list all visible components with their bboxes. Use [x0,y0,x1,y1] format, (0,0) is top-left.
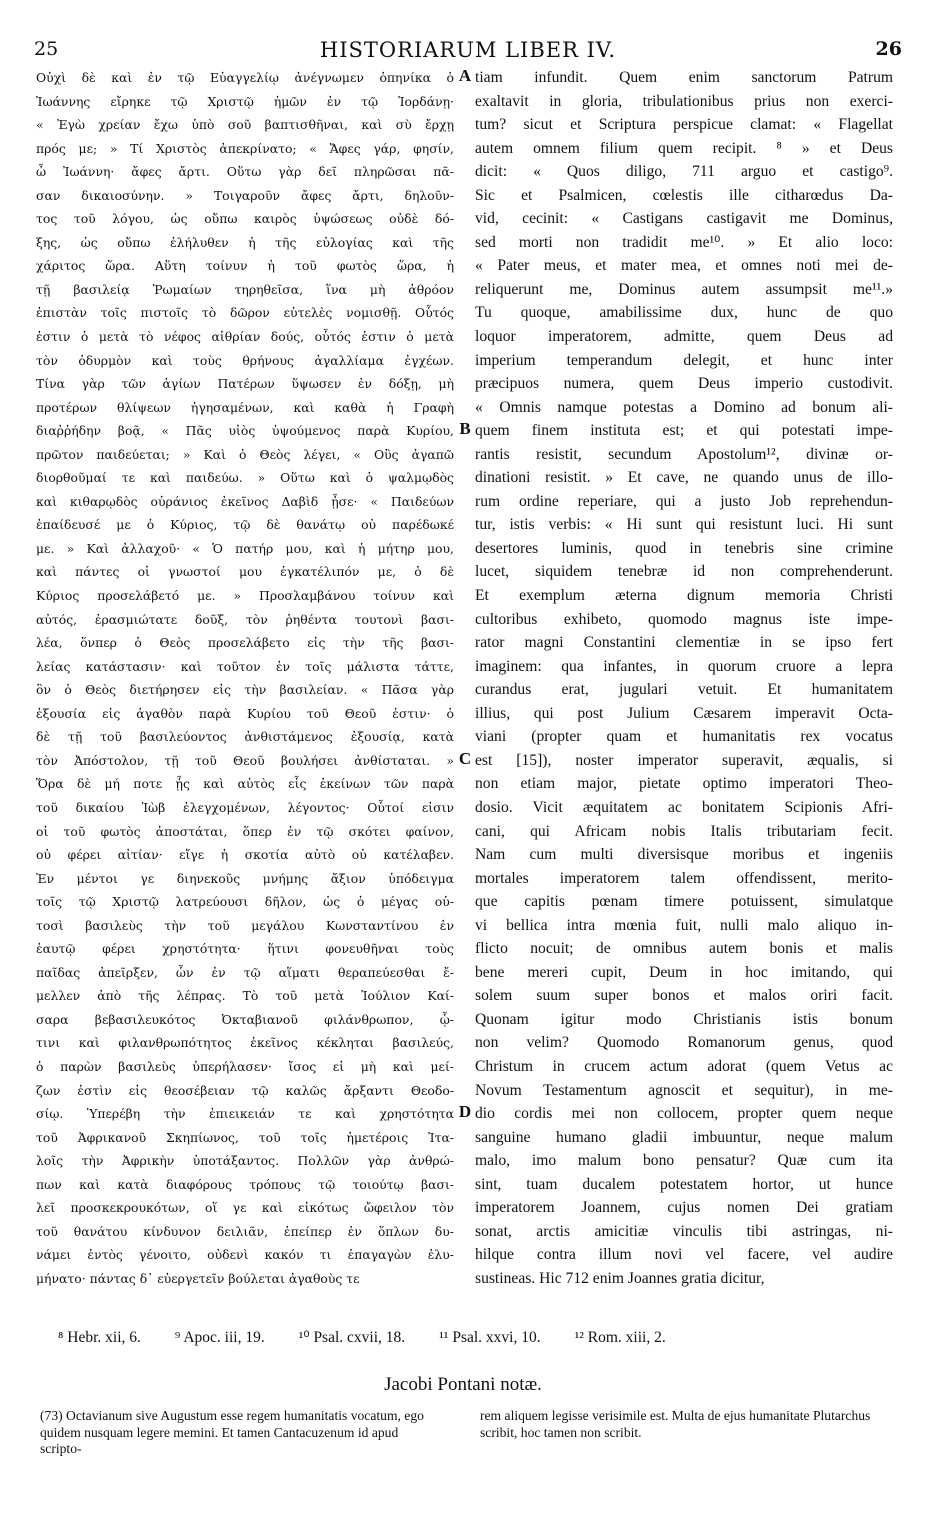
greek-text-column [36,66,454,1310]
latin-text-line: sanguine humano gladii imbuuntur, neque malum [475,1128,893,1146]
greek-text-line: Τίνα γὰρ τῶν ἁγίων Πατέρων ὕψωσεν ἐν δόξῃ, μὴ [36,376,454,392]
latin-text-line: vid, cecinit: « Castigans castigavit me Dominus, [475,210,893,228]
greek-text-line: καὶ πάντες οἱ γνωστοί μου ἐγκατέλιπόν με, ὁ δὲ [36,564,454,580]
latin-text-line: Novum Testamentum agnoscit et sequitur), in me- [475,1081,893,1099]
latin-text-line: curandus erat, jugulari vetuit. Et humanitatem [475,681,893,699]
latin-text-line: malo, imo malum bono pensatur? Quæ cum ita [475,1152,893,1170]
greek-text-line: παῖδας ἀπεῖρξεν, ὧν ἐν τῷ αἵματι θεραπεύεσθαι ἔ- [36,964,454,980]
latin-text-line: « Omnis namque potestas a Domino ad bonum ali- [475,398,893,416]
greek-text-line: ἐξουσία εἰς ἀγαθὸν παρὰ Κυρίου τοῦ Θεοῦ ἐστιν· ὁ [36,705,454,721]
footnote: ¹⁰ Psal. cxvii, 18. [298,1329,406,1346]
latin-text-line: Sic et Psalmicen, cœlestis ille citharœdus Da- [475,186,893,204]
latin-text-line: hilque contra illum novi vel facere, vel audire [475,1246,893,1264]
latin-text-line: tum? sicut et Scriptura perspicue clamat: « Flagellat [475,116,893,134]
latin-text-line: cultoribus exhibeto, quomodo magnus iste impe- [475,610,893,628]
greek-text-line: ὁ παρὼν βασιλεὺς ὑπερήλασεν· ἴσος εἰ μὴ καὶ μεί- [36,1058,454,1074]
notes-title: Jacobi Pontani notæ. [384,1374,542,1395]
latin-text-line: dio cordis mei non collocem, propter quem neque [475,1105,893,1123]
greek-text-line: διαῤῥήδην βοᾷ, « Πᾶς υἱὸς ὑψούμενος παρὰ Κυρίου, [36,423,454,439]
greek-text-line: τος τοῦ λόγου, ὡς οὔπω καιρὸς ὑψώσεως οὐδὲ δό- [36,211,454,227]
page-number-left: 25 [34,38,59,60]
greek-text-line: προτέρων θλίψεων ἡγησαμένων, καὶ καθὰ ἡ Γραφὴ [36,399,454,415]
latin-text-line: imperium temperandum delegit, et hunc inter [475,351,893,369]
greek-text-line: νάμει ἐντὸς γένοιτο, οὐδενὶ κακόν τι ἐπαγαγὼν ἐλυ- [36,1247,454,1263]
latin-text-line: flicto nocuit; de omnibus autem bonis et malis [475,940,893,958]
greek-text-line: πων καὶ κατὰ διαφόρους τρόπους τῷ τοιούτῳ βασι- [36,1176,454,1192]
latin-text-line: tur, istis verbis: « Hi sunt qui resistunt luci. Hi sunt [475,516,893,534]
latin-text-line: autem omnem filium quem recipit. ⁸ » et Deus [475,139,893,157]
greek-text-line: ἑαυτῷ φέρει χρηστότητα· ἥτινι φονευθῆναι τοὺς [36,941,454,957]
greek-text-line: λείας κατάστασιν· καὶ τοῦτον ἐν τοῖς μάλιστα τάττε, [36,658,454,674]
greek-text-line: τοῦ Ἀφρικανοῦ Σκηπίωνος, τοῦ τοῖς ἡμετέροις Ἰτα- [36,1129,454,1145]
latin-text-line: non velim? Quomodo Romanorum genus, quod [475,1034,893,1052]
latin-text-line: Christum in crucem actum adorat (quem Vetus ac [475,1057,893,1075]
latin-text-line: cani, qui Africam nobis Italis tributariam fecit. [475,822,893,840]
greek-text-line: τοῖς τῷ Χριστῷ λατρεύουσι δῆλον, ὡς ὁ μέγας οὑ- [36,894,454,910]
greek-text-line: μήνατο· πάντας δ᾽ εὐεργετεῖν βούλεται ἀγαθοὺς τε [36,1270,360,1286]
greek-text-line: καὶ κιθαρῳδὸς οὐράνιος ἐκεῖνος Δαβὶδ ᾖσε· « Παιδεύων [36,493,454,509]
latin-text-line: « Pater meus, et mater mea, et omnes noti mei de- [475,257,893,275]
greek-text-line: ὃν ὁ Θεὸς διετήρησεν εἰς τὴν βασιλείαν. « Πᾶσα γὰρ [36,682,454,698]
note-text-right: rem aliquem legisse verisimile est. Multa de ejus humanitate Plutarchus scribit, hoc tamen non scribit. [480,1408,871,1440]
page-header [34,38,902,68]
latin-text-line: tiam infundit. Quem enim sanctorum Patrum [475,69,893,86]
latin-text-line: reliquerunt me, Dominus autem assumpsit me¹¹.» [475,280,893,298]
latin-text-line: vi bellica intra mœnia fuit, nulli malo aliquo in- [475,916,893,934]
greek-text-line: λεῖ προσκεκρουκότων, οἵ γε καὶ εἰκότως ὤφειλον τὸν [36,1200,454,1216]
greek-text-line: τοῦ δικαίου Ἰὼβ ἐλεγχομένων, λέγοντος· Οὗτοί εἰσιν [36,799,454,815]
page-number-right: 26 [875,38,902,60]
footnote: ⁹ Apoc. iii, 19. [174,1329,265,1346]
greek-text-line: ἐπαίδευσέ με ὁ Κύριος, τῷ δὲ θανάτῳ οὐ παρέδωκέ [36,517,454,533]
greek-text-line: τὸν ὀδυρμὸν καὶ τοὺς θρήνους ἀγαλλίαμα ἐγχέων. [36,352,454,368]
latin-text-line: Et exemplum æterna dignum memoria Christi [475,587,893,605]
latin-text-line: dinationi resistit. » Et cave, ne quando unus de illo- [475,469,893,487]
greek-text-line: λοῖς τὴν Ἀφρικὴν ὑποτάξαντος. Πολλῶν γὰρ ἀνθρώ- [36,1153,454,1169]
greek-text-line: χάριτος ὥρα. Αὕτη τοίνυν ἡ τοῦ φωτὸς ὥρα, ἡ [36,258,454,274]
latin-text-line: imaginem: qua infantes, in quorum cruore a lepra [475,657,893,675]
greek-text-line: τοσὶ βασιλεὺς τὴν τοῦ μεγάλου Κωνσταντίνου ἐν [36,917,454,933]
greek-text-line: Οὐχὶ δὲ καὶ ἐν τῷ Εὐαγγελίῳ ἀνέγνωμεν ὁπηνίκα ὁ [36,70,454,85]
latin-text-line: exaltavit in gloria, tribulationibus prius non exerci- [475,92,893,110]
latin-text-line: rantis resistit, secundum Apostolum¹², divinæ or- [475,445,893,463]
greek-text-line: Ἰωάννης εἴρηκε τῷ Χριστῷ ἡμῶν ἐν τῷ Ἰορδάνῃ· [36,93,454,109]
latin-text-line: solem suum super bonos et malos oriri facit. [475,987,893,1005]
footnote: ¹² Rom. xiii, 2. [574,1329,666,1346]
greek-text-line: ἐστιν ὁ μετὰ τὸ νέφος αἰθρίαν δούς, οὗτός ἐστιν ὁ μετὰ [36,329,454,345]
greek-text-line: τὸν Ἀπόστολον, τῇ τοῦ Θεοῦ βουλήσει ἀνθίσταται. » [36,752,454,768]
greek-text-line: ὦ Ἰωάννη· ἄφες ἄρτι. Οὕτω γὰρ δεῖ πληρῶσαι πᾶ- [36,164,454,180]
latin-text-line: illius, qui post Julium Cæsarem imperavit Octa- [475,704,893,722]
margin-marker-c: C [458,748,472,768]
greek-text-line: τοῦ θανάτου κίνδυνον δειλιᾶν, ἐπείπερ ἐν ὅπλων δυ- [36,1223,454,1239]
greek-text-line: « Ἐγὼ χρείαν ἔχω ὑπὸ σοῦ βαπτισθῆναι, καὶ σὺ ἔρχῃ [36,117,454,133]
footnote: ⁸ Hebr. xii, 6. [58,1329,141,1346]
greek-text-line: ζων ἐστὶν εἰς θεοσέβειαν τῷ καλῶς ἄρξαντι Θεοδο- [36,1082,454,1098]
greek-text-line: Κύριος προσελάβετό με. » Προσλαμβάνου τοίνυν καὶ [36,588,454,604]
greek-text-line: ξης, ὡς οὔπω ἐλήλυθεν ἡ τῆς εὐλογίας καὶ τῆς [36,234,454,250]
greek-text-line: Ὅρα δὲ μή ποτε ᾖς καὶ αὐτὸς εἷς ἐκείνων τῶν παρὰ [36,776,454,792]
latin-text-line: lucet, siquidem tenebræ id non comprehenderunt. [475,563,893,581]
latin-text-line: que capitis pœnam timere potuissent, simulatque [475,893,893,911]
latin-text-column [475,66,893,1310]
greek-text-line: λέα, ὅνπερ ὁ Θεὸς προσελάβετο εἰς τὴν τῆς βασι- [36,635,454,651]
greek-text-line: πρός με; » Τί Χριστὸς ἀπεκρίνατο; « Ἄφες γάρ, φησίν, [36,140,454,156]
note-text-left: (73) Octavianum sive Augustum esse regem humanitatis vocatum, ego quidem nusquam legere memini. Et tamen Cantacuzenum id apud scripto- [40,1408,424,1456]
greek-text-line: τῇ βασιλείᾳ Ῥωμαίων τηρηθεῖσα, ἵνα μὴ ἀθρόον [36,281,454,297]
latin-text-line: loquor imperatorem, admitte, quem Deus ad [475,328,893,346]
latin-text-line: dicit: « Quos diligo, 711 arguo et castigo⁹. [475,163,893,181]
latin-text-line: præcipuos numera, quem Deus imperio custodivit. [475,375,893,393]
greek-text-line: σαν δικαιοσύνην. » Τοιγαροῦν ἄφες ἄρτι, δηλοῦν- [36,187,454,203]
latin-text-line: mortales imperatorem talem offendissent, merito- [475,869,893,887]
latin-text-line: sonat, arctis amicitiæ vinculis tibi astringas, ni- [475,1222,893,1240]
latin-text-line: imperatorem Joannem, cujus nomen Dei gratiam [475,1199,893,1217]
margin-marker-b: B [459,419,471,439]
greek-text-line: πρῶτον παιδεύεται; » Καὶ ὁ Θεὸς λέγει, « Οὓς ἀγαπῶ [36,446,454,462]
greek-text-line: διορθοῦμαί τε καὶ παιδεύω. » Οὕτω καὶ ὁ ψαλμῳδὸς [36,470,454,486]
margin-marker-d: D [458,1102,472,1122]
footnotes [58,1328,898,1347]
greek-text-line: σίῳ. Ὑπερέβη τὴν ἐπιεικειάν τε καὶ χρηστότητα [36,1106,454,1122]
greek-text-line: μελλεν ἀπὸ τῆς λέπρας. Τὸ τοῦ μετὰ Ἰούλιον Καί- [36,988,454,1004]
footnote: ¹¹ Psal. xxvi, 10. [439,1329,541,1346]
latin-text-line: desertores luminis, quod in tenebris sine crimine [475,539,893,557]
latin-text-line: bene mereri cupit, Deum in hoc imitando, qui [475,963,893,981]
latin-text-line: Quonam igitur modo Christianis istis bonum [475,1010,893,1028]
greek-text-line: οἱ τοῦ φωτὸς ἀποστάται, ὅπερ ἐν τῷ σκότει φαίνον, [36,823,454,839]
greek-text-line: σαρα βεβασιλευκότος Ὀκταβιανοῦ φιλάνθρωπον, ᾧ- [36,1011,454,1027]
latin-text-line: viani (propter quam et humanitatis rex vocatus [475,728,893,746]
greek-text-line: Ἐν μέντοι γε διηνεκοῦς μνήμης ἄξιον ὑπόδειγμα [36,870,454,886]
latin-text-line: dosio. Vicit æquitatem ac bonitatem Scipionis Afri- [475,798,893,816]
latin-text-line: Tu quoque, amabilissime dux, hunc de quo [475,304,893,322]
greek-text-line: δὲ τῇ τοῦ βασιλεύοντος ἀνθιστάμενος ἐξουσίᾳ, κατὰ [36,729,454,745]
greek-text-line: τινι καὶ φιλανθρωπότητος ἐκεῖνος κέκληται βασιλεύς, [36,1035,454,1051]
latin-text-line: rator magni Constantini clementiæ in se ipso fert [475,634,893,652]
latin-text-line: non etiam major, pietate optimo imperatori Theo- [475,775,893,793]
latin-text-line: sed morti non tradidit me¹⁰. » Et alio loco: [475,233,893,251]
latin-text-line: rum ordine reperiare, qui a justo Job reprehendun- [475,492,893,510]
latin-text-line: quem finem instituta est; et qui potestati impe- [475,422,893,440]
latin-text-line: Nam cum multi diversisque moribus et ingeniis [475,846,893,864]
greek-text-line: αὐτός, ἐρασμιώτατε δοῦξ, τὸν ῥηθέντα τουτονὶ βασι- [36,611,454,627]
greek-text-line: με. » Καὶ ἀλλαχοῦ· « Ὁ πατήρ μου, καὶ ἡ μήτηρ μου, [36,540,454,556]
running-title: HISTORIARUM LIBER IV. [319,38,617,62]
latin-text-line: sint, tuam ducalem potestatem hortor, ut hunce [475,1175,893,1193]
latin-text-line: est [15]), noster imperator superavit, æqualis, si [475,751,893,769]
greek-text-line: οὐ φέρει αἰτίαν· εἴγε ἡ σκοτία αὐτὸ οὐ κατέλαβεν. [36,847,454,863]
greek-text-line: ἐπιστὰν τοῖς πιστοῖς τὸ δῶρον εὐτελὲς νομισθῇ. Οὗτός [36,305,454,321]
margin-marker-a: A [458,66,472,85]
latin-text-line: sustineas. Hic 712 enim Joannes gratia dicitur, [475,1269,765,1287]
